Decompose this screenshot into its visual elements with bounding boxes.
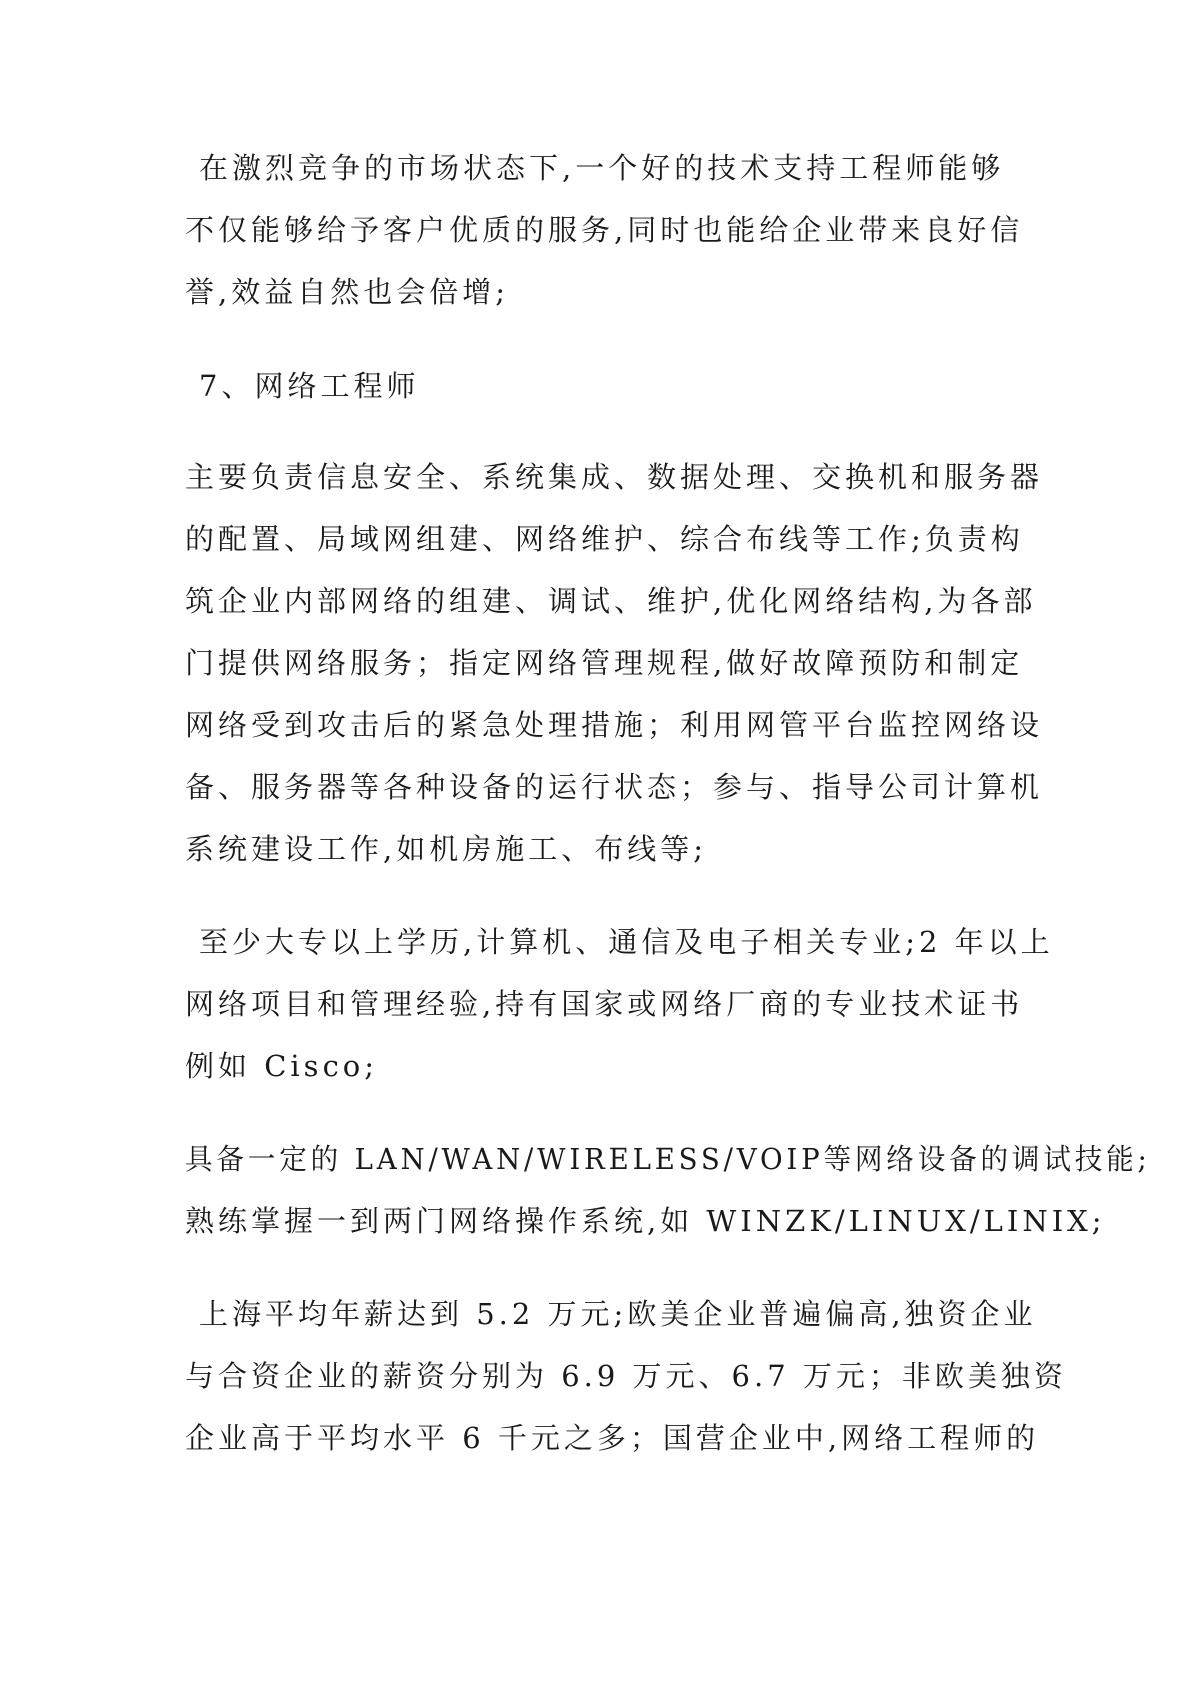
paragraph-6-line-3: 企业高于平均水平 6 千元之多；国营企业中,网络工程师的 [185, 1421, 1040, 1455]
paragraph-3-line-6: 备、服务器等各种设备的运行状态；参与、指导公司计算机 [185, 770, 1044, 804]
paragraph-3-line-3: 筑企业内部网络的组建、调试、维护,优化网络结构,为各部 [185, 584, 1037, 618]
paragraph-5-line-1: 具备一定的 LAN/WAN/WIRELESS/VOIP等网络设备的调试技能; [185, 1142, 1151, 1176]
paragraph-5-line-2: 熟练掌握一到两门网络操作系统,如 WINZK/LINUX/LINIX; [185, 1204, 1106, 1238]
paragraph-1-line-1: 在激烈竞争的市场状态下,一个好的技术支持工程师能够 [199, 151, 1005, 185]
paragraph-6-line-2: 与合资企业的薪资分别为 6.9 万元、6.7 万元；非欧美独资 [185, 1359, 1067, 1393]
paragraph-6-line-1: 上海平均年薪达到 5.2 万元;欧美企业普遍偏高,独资企业 [199, 1297, 1037, 1331]
paragraph-1-line-3: 誉,效益自然也会倍增; [185, 275, 509, 309]
paragraph-4-line-1: 至少大专以上学历,计算机、通信及电子相关专业;2 年以上 [199, 925, 1054, 959]
section-heading: 7、网络工程师 [199, 369, 420, 403]
paragraph-3-line-2: 的配置、局域网组建、网络维护、综合布线等工作;负责构 [185, 522, 1024, 556]
paragraph-3-line-5: 网络受到攻击后的紧急处理措施；利用网管平台监控网络设 [185, 708, 1044, 742]
paragraph-3-line-1: 主要负责信息安全、系统集成、数据处理、交换机和服务器 [185, 460, 1044, 494]
paragraph-3-line-4: 门提供网络服务；指定网络管理规程,做好故障预防和制定 [185, 646, 1024, 680]
paragraph-4-line-2: 网络项目和管理经验,持有国家或网络厂商的专业技术证书 [185, 987, 1024, 1021]
paragraph-4-line-3: 例如 Cisco; [185, 1049, 379, 1083]
paragraph-1-line-2: 不仅能够给予客户优质的服务,同时也能给企业带来良好信 [185, 213, 1024, 247]
paragraph-3-line-7: 系统建设工作,如机房施工、布线等; [185, 832, 707, 866]
